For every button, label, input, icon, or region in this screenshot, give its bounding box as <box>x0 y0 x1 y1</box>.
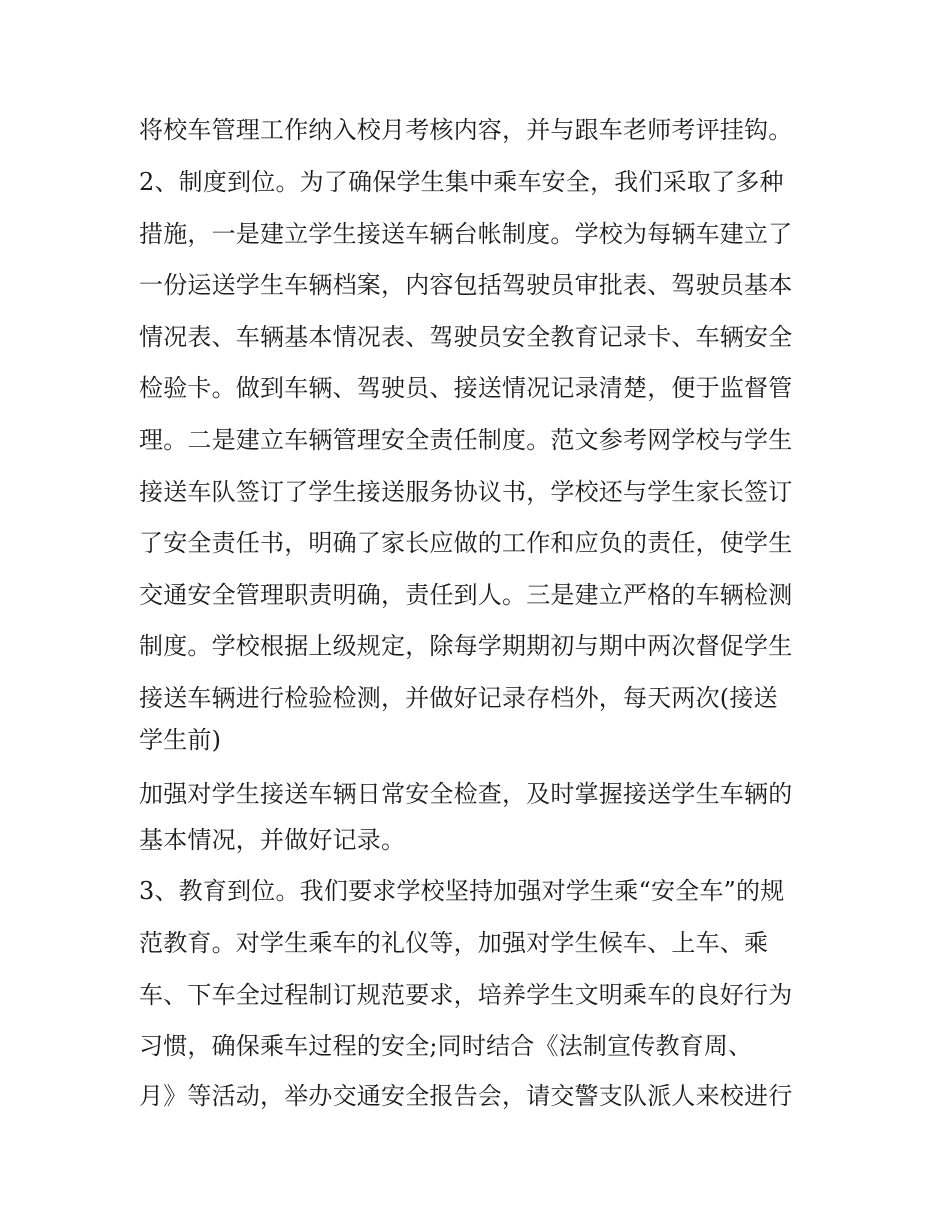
text-line-17: 范教育。对学生乘车的礼仪等，加强对学生候车、上车、乘 <box>139 929 769 957</box>
text-line-15: 基本情况，并做好记录。 <box>139 826 406 854</box>
text-line-11: 制度。学校根据上级规定，除每学期期初与期中两次督促学生 <box>139 632 793 660</box>
text-line-14: 加强对学生接送车辆日常安全检查，及时掌握接送学生车辆的 <box>139 780 793 808</box>
text-line-1: 将校车管理工作纳入校月考核内容，并与跟车老师考评挂钩。 <box>139 116 793 144</box>
text-line-19: 习惯，确保乘车过程的安全;同时结合《法制宣传教育周、 <box>139 1032 753 1060</box>
text-line-6: 检验卡。做到车辆、驾驶员、接送情况记录清楚，便于监督管 <box>139 374 793 402</box>
text-line-8: 接送车队签订了学生接送服务协议书，学校还与学生家长签订 <box>139 478 793 506</box>
text-line-20: 月》等活动，举办交通安全报告会，请交警支队派人来校进行 <box>139 1082 793 1110</box>
text-line-13: 学生前) <box>139 726 222 754</box>
text-line-12: 接送车辆进行检验检测，并做好记录存档外，每天两次(接送 <box>139 684 778 712</box>
text-line-18: 车、下车全过程制订规范要求，培养学生文明乘车的良好行为 <box>139 981 793 1009</box>
text-line-9: 了安全责任书，明确了家长应做的工作和应负的责任，使学生 <box>139 529 793 557</box>
text-line-4: 一份运送学生车辆档案，内容包括驾驶员审批表、驾驶员基本 <box>139 271 793 299</box>
text-line-5: 情况表、车辆基本情况表、驾驶员安全教育记录卡、车辆安全 <box>139 323 793 351</box>
text-line-2: 2、制度到位。为了确保学生集中乘车安全，我们采取了多种 <box>139 168 784 196</box>
text-line-16: 3、教育到位。我们要求学校坚持加强对学生乘“安全车”的规 <box>139 877 785 905</box>
text-line-10: 交通安全管理职责明确，责任到人。三是建立严格的车辆检测 <box>139 581 793 609</box>
text-line-7: 理。二是建立车辆管理安全责任制度。范文参考网学校与学生 <box>139 426 793 454</box>
text-line-3: 措施，一是建立学生接送车辆台帐制度。学校为每辆车建立了 <box>139 220 793 248</box>
